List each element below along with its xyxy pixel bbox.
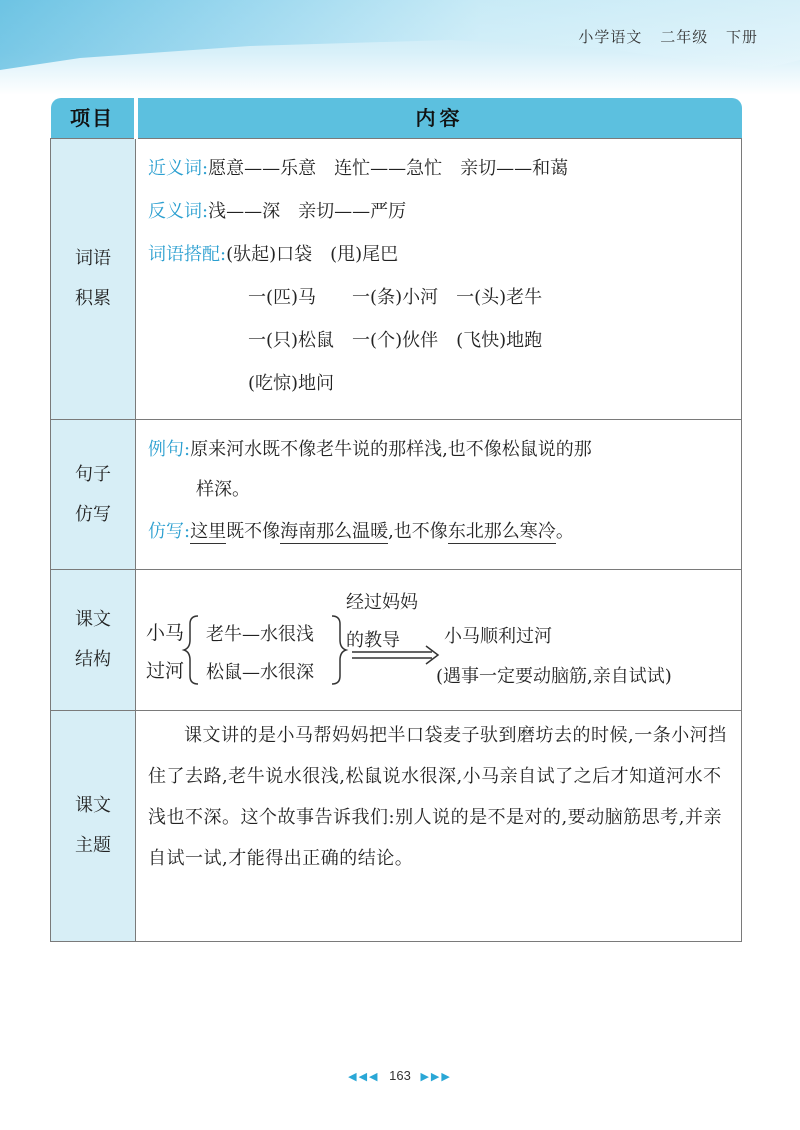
structure-result: 小马顺利过河 xyxy=(444,626,552,647)
collocation-line-2: 一(匹)马 一(条)小河 一(头)老牛 xyxy=(248,287,543,308)
structure-title-bottom: 过河 xyxy=(146,660,185,682)
structure-content xyxy=(136,570,742,711)
header-subject: 小学语文 xyxy=(578,28,643,46)
vocabulary-content xyxy=(136,139,742,420)
row-label-vocabulary: 词语 积累 xyxy=(51,139,136,420)
example-line-1 xyxy=(148,430,729,470)
running-header xyxy=(566,26,758,47)
row-label-structure: 课文 结构 xyxy=(51,570,136,711)
page-number: 163 xyxy=(389,1068,411,1083)
header-volume: 下册 xyxy=(725,28,758,46)
synonym-label: 近义词: xyxy=(148,158,209,179)
right-arrows-icon: ▶▶▶ xyxy=(420,1071,452,1083)
imitate-label: 仿写: xyxy=(148,521,191,542)
collocation-line-1 xyxy=(148,233,729,276)
imitate-line: 仿写:这里既不像海南那么温暖,也不像东北那么寒冷。 xyxy=(148,521,574,542)
structure-title-top: 小马 xyxy=(146,622,185,644)
table-header-row xyxy=(51,98,742,139)
collocation-line-4: (吃惊)地问 xyxy=(248,373,335,394)
summary-table xyxy=(50,98,742,942)
example-label: 例句: xyxy=(148,439,191,460)
imitate-underline-2: 海南那么温暖 xyxy=(280,521,389,542)
structure-moral: (遇事一定要动脑筋,亲自试试) xyxy=(436,666,672,687)
example-text-1: 原来河水既不像老牛说的那样浅,也不像松鼠说的那 xyxy=(190,439,592,460)
synonyms-line xyxy=(148,147,729,190)
structure-diagram xyxy=(136,570,741,700)
collocation-line-3: 一(只)松鼠 一(个)伙伴 (飞快)地跑 xyxy=(248,330,543,351)
branch-squirrel: 松鼠—水很深 xyxy=(206,662,314,683)
branch-old-ox: 老牛—水很浅 xyxy=(206,624,314,645)
theme-paragraph: 课文讲的是小马帮妈妈把半口袋麦子驮到磨坊去的时候,一条小河挡住了去路,老牛说水很浅,松鼠说水很深,小马亲自试了之后才知道河水不浅也不深。这个故事告诉我们:别人说的是不是对的,要动脑筋思考,并亲自试一试,才能得出正确的结论。 xyxy=(148,725,727,869)
sentence-content xyxy=(136,420,742,570)
row-theme xyxy=(51,711,742,942)
row-structure xyxy=(51,570,742,711)
antonyms-text: 浅——深 亲切——严厉 xyxy=(208,201,407,222)
column-header-item: 项目 xyxy=(51,98,136,139)
antonym-label: 反义词: xyxy=(148,201,209,222)
imitate-underline-1: 这里 xyxy=(190,521,227,542)
left-arrows-icon: ◀◀◀ xyxy=(348,1071,380,1083)
row-vocabulary xyxy=(51,139,742,420)
page-footer xyxy=(0,1068,800,1083)
arrow-label-bottom: 的教导 xyxy=(346,630,400,651)
row-sentence xyxy=(51,420,742,570)
example-line-2: 样深。 xyxy=(196,479,250,500)
column-header-content: 内容 xyxy=(136,98,742,139)
header-grade: 二年级 xyxy=(660,28,709,46)
row-label-sentence: 句子 仿写 xyxy=(51,420,136,570)
collocation-text-1: (驮起)口袋 (甩)尾巴 xyxy=(226,244,399,265)
theme-content xyxy=(136,711,742,942)
imitate-underline-3: 东北那么寒冷 xyxy=(447,521,556,542)
collocation-label: 词语搭配: xyxy=(148,244,227,265)
synonyms-text: 愿意——乐意 连忙——急忙 亲切——和蔼 xyxy=(208,158,569,179)
antonyms-line xyxy=(148,190,729,233)
row-label-theme: 课文 主题 xyxy=(51,711,136,942)
arrow-label-top: 经过妈妈 xyxy=(346,592,418,613)
